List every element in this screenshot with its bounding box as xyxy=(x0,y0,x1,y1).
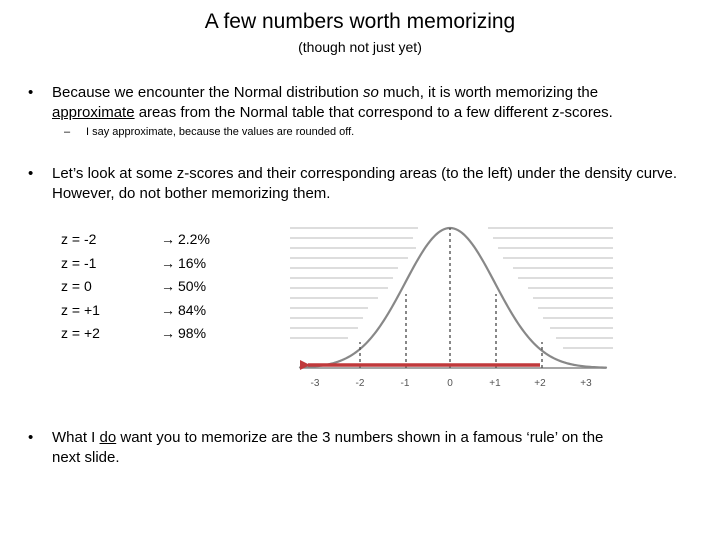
area-row xyxy=(161,228,210,252)
bullet-marker: • xyxy=(28,165,34,182)
z-score-list xyxy=(61,228,100,346)
arrow-right-icon: → xyxy=(161,278,175,294)
arrow-right-icon: → xyxy=(161,325,175,341)
bullet-3-line-2: next slide. xyxy=(52,449,120,466)
z-score: z = 0 xyxy=(61,278,92,294)
page-subtitle: (though not just yet) xyxy=(298,39,422,55)
tick-label: -1 xyxy=(400,378,410,389)
bullet-1-line-2: approximate areas from the Normal table that correspond to a few different z-scores. xyxy=(52,104,613,121)
bullet-1 xyxy=(52,83,692,123)
arrow-right-icon: → xyxy=(161,231,175,247)
z-score: z = +2 xyxy=(61,325,100,341)
page-title: A few numbers worth memorizing xyxy=(204,10,516,33)
area-row xyxy=(161,252,210,276)
bullet-2-line-1: Let’s look at some z-scores and their corresponding areas (to the left) under the density curve. xyxy=(52,165,678,182)
area-value: 50% xyxy=(178,278,207,294)
area-row xyxy=(161,275,210,299)
tick-label: 0 xyxy=(447,378,453,389)
bullet-2-line-2: However, do not bother memorizing them. xyxy=(52,185,331,202)
area-value: 16% xyxy=(178,254,207,271)
z-score: z = -1 xyxy=(61,254,97,271)
sub-bullet-text: I say approximate, because the values are rounded off. xyxy=(86,126,355,138)
arrow-right-icon: → xyxy=(161,254,175,271)
arrow-right-icon: → xyxy=(161,301,175,318)
bullet-marker: • xyxy=(28,429,34,446)
area-row xyxy=(161,322,210,346)
tick-label: -2 xyxy=(355,378,365,389)
area-value: 2.2% xyxy=(178,231,210,247)
area-list xyxy=(161,228,210,346)
z-score: z = -2 xyxy=(61,231,97,247)
tick-label: +3 xyxy=(580,378,592,389)
normal-curve-figure xyxy=(288,218,615,398)
bullet-3 xyxy=(52,428,702,468)
bullet-2 xyxy=(52,164,702,204)
bullet-marker: • xyxy=(28,84,34,101)
area-value: 84% xyxy=(178,301,207,318)
tick-label: -3 xyxy=(310,378,320,389)
bullet-1-line-1: Because we encounter the Normal distribution so much, it is worth memorizing the xyxy=(52,84,599,101)
sub-bullet-marker: – xyxy=(64,126,71,138)
tick-label: +2 xyxy=(534,378,546,389)
bullet-3-line-1: What I do want you to memorize are the 3 numbers shown in a famous ‘rule’ on the xyxy=(52,429,604,446)
area-row xyxy=(161,299,210,323)
z-score: z = +1 xyxy=(61,301,100,318)
area-value: 98% xyxy=(178,325,207,341)
tick-label: +1 xyxy=(489,378,501,389)
